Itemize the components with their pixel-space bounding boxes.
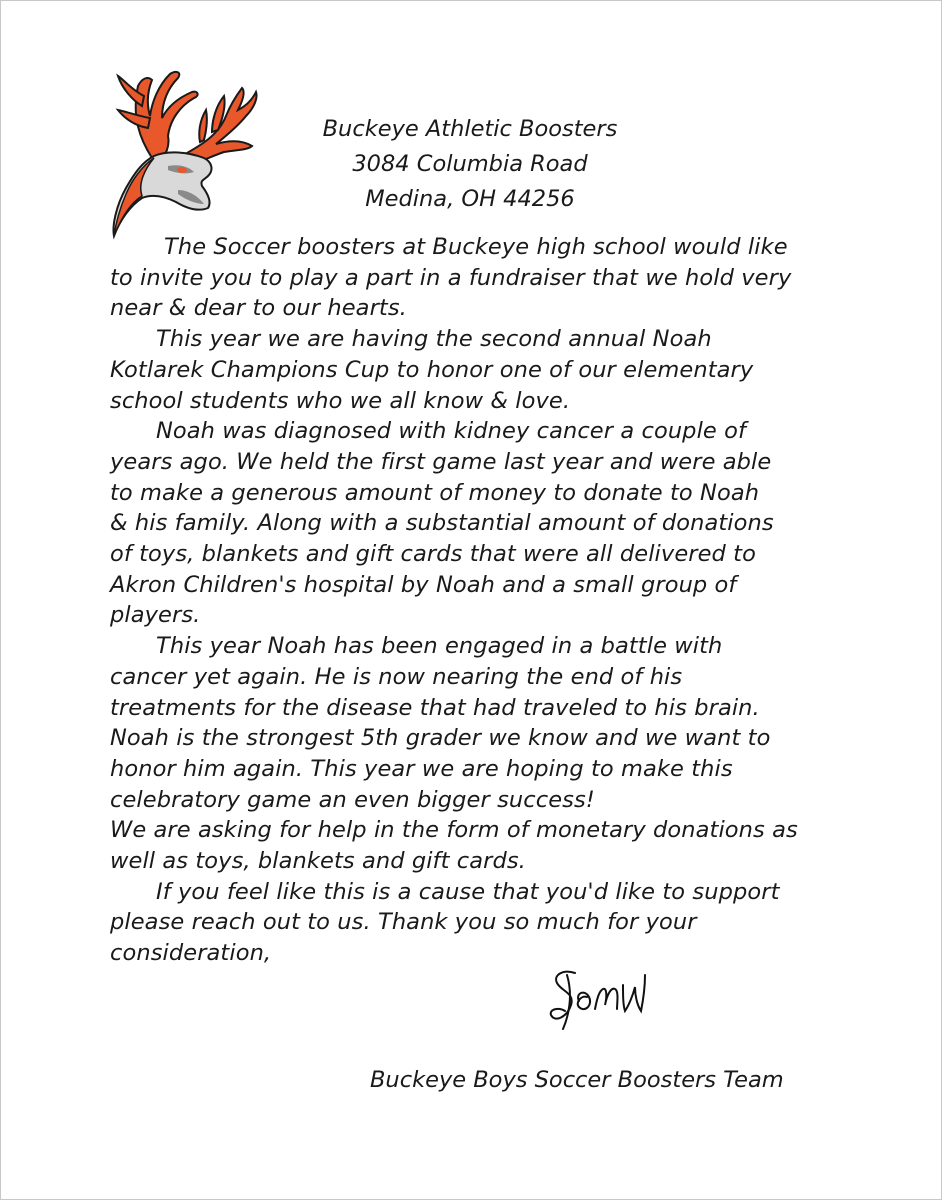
text-line: Noah was diagnosed with kidney cancer a couple of <box>156 418 746 445</box>
text-line: If you feel like this is a cause that you'd like to support <box>156 878 780 905</box>
text-line: treatments for the disease that had traveled to his brain. <box>110 694 760 721</box>
city-state-zip: Medina, OH 44256 <box>365 186 575 212</box>
paragraph-6 <box>110 877 840 969</box>
text-line: consideration, <box>110 940 272 967</box>
text-line: We are asking for help in the form of monetary donations as <box>110 817 798 844</box>
street-address: 3084 Columbia Road <box>352 151 588 177</box>
text-line: well as toys, blankets and gift cards. <box>110 848 526 875</box>
letter-body <box>110 232 840 969</box>
text-line: please reach out to us. Thank you so much for your <box>110 909 697 936</box>
paragraph-5 <box>110 815 840 876</box>
org-name: Buckeye Athletic Boosters <box>322 116 618 142</box>
text-line: school students who we all know & love. <box>110 387 571 414</box>
paragraph-3 <box>110 416 840 631</box>
text-line: to invite you to play a part in a fundraiser that we hold very <box>110 264 792 291</box>
text-line: This year Noah has been engaged in a battle with <box>156 633 723 660</box>
text-line: This year we are having the second annual Noah <box>156 326 712 353</box>
paragraph-4 <box>110 631 840 815</box>
text-line: honor him again. This year we are hoping to make this <box>110 755 733 782</box>
paragraph-2 <box>110 324 840 416</box>
text-line: of toys, blankets and gift cards that were all delivered to <box>110 541 756 568</box>
text-line: & his family. Along with a substantial amount of donations <box>110 510 774 537</box>
buck-deer-head-icon <box>108 66 260 244</box>
text-line: near & dear to our hearts. <box>110 295 407 322</box>
letterhead-address <box>300 112 640 217</box>
text-line: players. <box>110 602 201 629</box>
text-line: Noah is the strongest 5th grader we know and we want to <box>110 725 771 752</box>
text-line: Akron Children's hospital by Noah and a small group of <box>110 571 737 598</box>
text-line: cancer yet again. He is now nearing the end of his <box>110 663 683 690</box>
paragraph-1 <box>110 232 840 324</box>
text-line: to make a generous amount of money to donate to Noah <box>110 479 760 506</box>
text-line: years ago. We held the first game last year and were able <box>110 448 772 475</box>
handwritten-signature-icon <box>545 965 655 1037</box>
text-line: Kotlarek Champions Cup to honor one of our elementary <box>110 356 754 383</box>
closing-team-name: Buckeye Boys Soccer Boosters Team <box>370 1067 784 1093</box>
text-line: The Soccer boosters at Buckeye high school would like <box>164 234 788 260</box>
text-line: celebratory game an even bigger success! <box>110 786 595 813</box>
